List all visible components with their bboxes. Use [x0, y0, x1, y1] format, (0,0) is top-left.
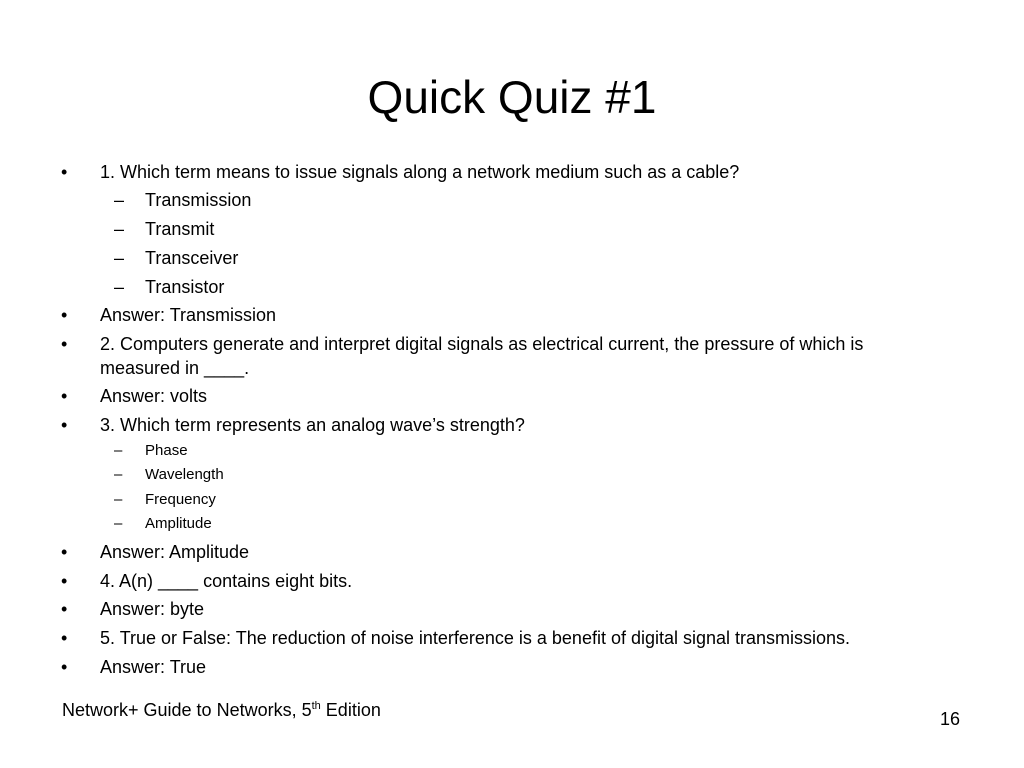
bullet-marker: • — [61, 415, 68, 435]
list-item-answer-5: Answer: True — [100, 657, 207, 677]
bullet-marker: • — [61, 628, 68, 648]
bullet-marker: • — [61, 386, 68, 406]
list-item-answer-3: Answer: Amplitude — [100, 542, 250, 562]
list-item-question-2-continued: measured in ____. — [100, 358, 250, 378]
footer-book-prefix: Network+ Guide to Networks, 5 — [62, 700, 312, 720]
bullet-marker: • — [61, 542, 68, 562]
list-item-question-4: 4. A(n) ____ contains eight bits. — [100, 571, 353, 591]
page-number: 16 — [940, 709, 961, 729]
dash-marker: – — [114, 190, 125, 210]
option-item: Wavelength — [145, 466, 224, 483]
list-item-answer-4: Answer: byte — [100, 599, 205, 619]
option-item: Transmit — [145, 219, 215, 239]
dash-marker: – — [114, 491, 123, 508]
slide-title: Quick Quiz #1 — [367, 71, 657, 123]
bullet-marker: • — [61, 571, 68, 591]
list-item-answer-1: Answer: Transmission — [100, 305, 277, 325]
option-item: Transistor — [145, 277, 225, 297]
option-item: Amplitude — [145, 515, 212, 532]
dash-marker: – — [114, 442, 123, 459]
bullet-marker: • — [61, 305, 68, 325]
bullet-marker: • — [61, 599, 68, 619]
bullet-marker: • — [61, 657, 68, 677]
list-item-question-3: 3. Which term represents an analog wave’s strength? — [100, 415, 525, 435]
option-item: Phase — [145, 442, 188, 459]
footer-book-superscript: th — [311, 700, 321, 712]
list-item-answer-2: Answer: volts — [100, 386, 208, 406]
footer-book-suffix: Edition — [320, 700, 381, 720]
dash-marker: – — [114, 515, 123, 532]
list-item-question-1: 1. Which term means to issue signals along a network medium such as a cable? — [100, 162, 740, 182]
list-item-question-5: 5. True or False: The reduction of noise interference is a benefit of digital signal transmissions. — [100, 628, 851, 648]
dash-marker: – — [114, 277, 125, 297]
dash-marker: – — [114, 248, 125, 268]
option-item: Transmission — [145, 190, 252, 210]
option-item: Frequency — [145, 491, 216, 508]
dash-marker: – — [114, 219, 125, 239]
bullet-marker: • — [61, 162, 68, 182]
list-item-question-2: 2. Computers generate and interpret digital signals as electrical current, the pressure of which is — [100, 334, 864, 354]
bullet-marker: • — [61, 334, 68, 354]
footer-book-title — [62, 698, 381, 722]
option-item: Transceiver — [145, 248, 239, 268]
dash-marker: – — [114, 466, 123, 483]
